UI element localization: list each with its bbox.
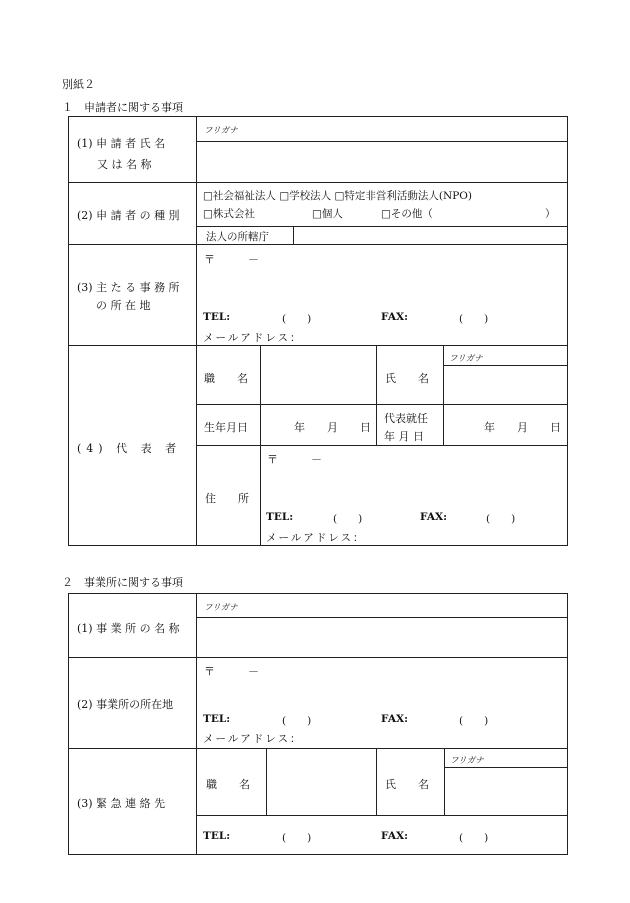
- office-tel-paren[interactable]: ( ): [282, 715, 312, 727]
- emergency-name-label: 氏 名: [385, 778, 429, 791]
- emergency-furigana-label: フリガナ: [450, 756, 484, 766]
- applicant-type-label: (2) 申 請 者 の 種 別: [77, 209, 180, 222]
- applicant-name-field[interactable]: [198, 142, 566, 181]
- main-office-label-1: (3) 主 た る 事 務 所: [77, 281, 180, 294]
- option-individual[interactable]: □個人: [312, 208, 343, 220]
- office-fax-label: FAX:: [381, 713, 409, 725]
- rep-birthdate-value[interactable]: 年 月 日: [294, 421, 371, 434]
- rep-fax-label: FAX:: [420, 511, 448, 523]
- applicant-name-label-2: 又 は 名 称: [97, 158, 152, 171]
- jurisdiction-field[interactable]: [295, 227, 566, 243]
- jurisdiction-label: 法人の所轄庁: [206, 231, 269, 243]
- emergency-contact-label: (3) 緊 急 連 絡 先: [77, 797, 166, 810]
- applicant-type-options-row1[interactable]: □社会福祉法人 □学校法人 □特定非営利活動法人(NPO): [203, 190, 472, 202]
- emergency-name-field[interactable]: [446, 768, 566, 814]
- emergency-tel-paren[interactable]: ( ): [282, 832, 312, 844]
- emergency-fax-paren[interactable]: ( ): [459, 832, 489, 844]
- rep-name-field[interactable]: [445, 366, 566, 403]
- main-office-tel-label: TEL:: [203, 311, 231, 323]
- office-email[interactable]: メールアドレス：: [203, 733, 303, 745]
- option-other[interactable]: □その他（: [381, 208, 433, 220]
- main-office-fax-label: FAX:: [381, 311, 409, 323]
- main-office-label-2: の 所 在 地: [96, 299, 151, 312]
- rep-tel-paren[interactable]: ( ): [333, 513, 363, 525]
- office-name-label: (1) 事 業 所 の 名 称: [77, 622, 180, 635]
- attachment-label: 別紙２: [62, 78, 95, 91]
- rep-appointment-label-1: 代表就任: [384, 412, 428, 425]
- section2-title: ２ 事業所に関する事項: [62, 576, 183, 589]
- office-fax-paren[interactable]: ( ): [459, 715, 489, 727]
- rep-tel-label: TEL:: [266, 511, 294, 523]
- main-office-email[interactable]: メールアドレス：: [203, 332, 303, 344]
- emergency-title-field[interactable]: [268, 749, 375, 814]
- main-office-tel-paren[interactable]: ( ): [282, 313, 312, 325]
- rep-email[interactable]: メールアドレス：: [266, 532, 366, 544]
- rep-address-label: 住 所: [205, 492, 249, 505]
- representative-label: (4) 代 表 者: [77, 442, 182, 455]
- option-other-close: ）: [545, 208, 556, 220]
- rep-furigana-label: フリガナ: [449, 354, 483, 364]
- option-corporation[interactable]: □株式会社: [203, 208, 255, 220]
- rep-name-label: 氏 名: [385, 372, 429, 385]
- emergency-fax-label: FAX:: [381, 830, 409, 842]
- emergency-title-label: 職 名: [206, 778, 250, 791]
- main-office-postal[interactable]: 〒 －: [204, 253, 259, 266]
- rep-title-field[interactable]: [262, 346, 375, 403]
- rep-appointment-label-2: 年 月 日: [384, 430, 424, 443]
- office-tel-label: TEL:: [203, 713, 231, 725]
- emergency-tel-label: TEL:: [203, 830, 231, 842]
- rep-fax-paren[interactable]: ( ): [486, 513, 516, 525]
- rep-appointment-value[interactable]: 年 月 日: [484, 421, 561, 434]
- applicant-name-label-1: (1) 申 請 者 氏 名: [77, 137, 166, 150]
- rep-birthdate-label: 生年月日: [204, 421, 248, 434]
- office-name-field[interactable]: [198, 618, 566, 656]
- main-office-fax-paren[interactable]: ( ): [459, 313, 489, 325]
- office-location-label: (2) 事業所の所在地: [77, 698, 174, 711]
- section1-title: １ 申請者に関する事項: [62, 101, 183, 114]
- office-postal[interactable]: 〒 －: [204, 665, 259, 678]
- rep-title-label: 職 名: [204, 372, 248, 385]
- rep-postal[interactable]: 〒 －: [267, 453, 322, 466]
- applicant-furigana-label: フリガナ: [204, 126, 238, 136]
- office-furigana-label: フリガナ: [204, 603, 238, 613]
